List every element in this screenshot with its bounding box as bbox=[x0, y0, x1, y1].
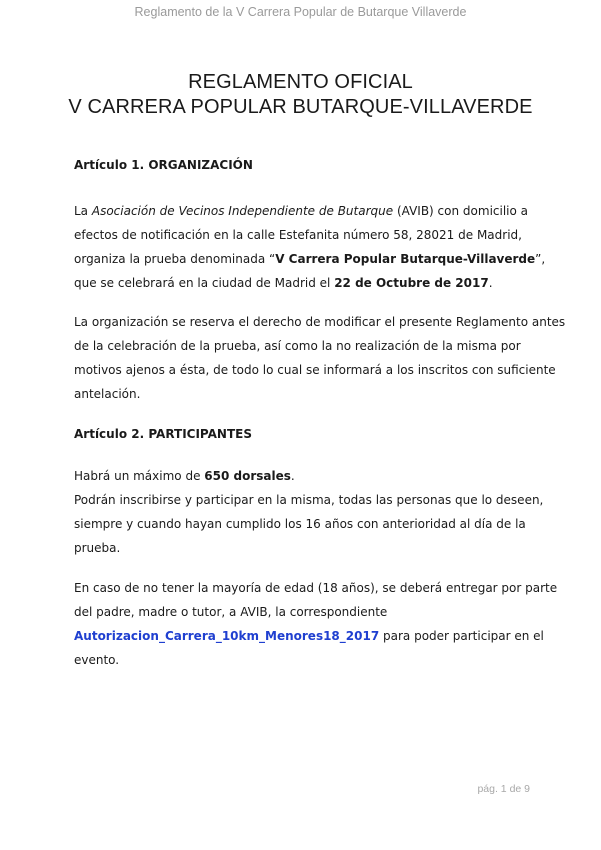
paragraph-line: de la celebración de la prueba, así como la no realización de la misma por bbox=[74, 339, 521, 353]
paragraph-line: efectos de notificación en la calle Estefanita número 58, 28021 de Madrid, bbox=[74, 228, 522, 242]
title-line-1: REGLAMENTO OFICIAL bbox=[188, 71, 413, 93]
paragraph-line bbox=[74, 271, 544, 295]
authorization-link[interactable]: Autorizacion_Carrera_10km_Menores18_2017 bbox=[74, 629, 380, 643]
article-1-paragraph-1 bbox=[74, 199, 544, 295]
text-span: La bbox=[74, 204, 92, 218]
text-span: para poder participar en el bbox=[379, 629, 544, 643]
page-number: pág. 1 de 9 bbox=[477, 783, 530, 795]
paragraph-line: del padre, madre o tutor, a AVIB, la correspondiente bbox=[74, 605, 388, 619]
paragraph-line bbox=[74, 624, 544, 648]
paragraph-line: evento. bbox=[74, 653, 120, 667]
article-1-heading: Artículo 1. ORGANIZACIÓN bbox=[74, 158, 253, 172]
paragraph-line: La organización se reserva el derecho de modificar el presente Reglamento antes bbox=[74, 315, 566, 329]
paragraph-line: En caso de no tener la mayoría de edad (18 años), se deberá entregar por parte bbox=[74, 581, 558, 595]
paragraph-line: antelación. bbox=[74, 387, 141, 401]
paragraph-line: prueba. bbox=[74, 541, 121, 555]
text-span: Habrá un máximo de bbox=[74, 469, 205, 483]
race-name: V Carrera Popular Butarque-Villaverde bbox=[275, 252, 536, 266]
running-header: Reglamento de la V Carrera Popular de Butarque Villaverde bbox=[134, 5, 467, 19]
paragraph-line bbox=[74, 199, 544, 223]
paragraph-line bbox=[74, 464, 544, 488]
association-name: Asociación de Vecinos Independiente de Butarque bbox=[91, 204, 394, 218]
text-span: . bbox=[488, 276, 493, 290]
paragraph-line: Podrán inscribirse y participar en la misma, todas las personas que lo deseen, bbox=[74, 493, 544, 507]
paragraph-line: siempre y cuando hayan cumplido los 16 años con anterioridad al día de la bbox=[74, 517, 526, 531]
text-span: ”, bbox=[535, 252, 546, 266]
text-span: (AVIB) con domicilio a bbox=[393, 204, 529, 218]
text-span: organiza la prueba denominada “ bbox=[74, 252, 276, 266]
article-2-heading: Artículo 2. PARTICIPANTES bbox=[74, 427, 252, 441]
text-span: que se celebrará en la ciudad de Madrid el bbox=[74, 276, 335, 290]
text-span: . bbox=[290, 469, 295, 483]
paragraph-line: motivos ajenos a ésta, de todo lo cual se informará a los inscritos con suficiente bbox=[74, 363, 556, 377]
article-1-paragraph-2 bbox=[74, 310, 566, 406]
article-2-paragraph-1 bbox=[74, 464, 544, 560]
race-date: 22 de Octubre de 2017 bbox=[334, 276, 489, 290]
paragraph-line bbox=[74, 247, 544, 271]
document-title bbox=[0, 70, 601, 120]
article-2-paragraph-2 bbox=[74, 576, 558, 672]
title-line-2: V CARRERA POPULAR BUTARQUE-VILLAVERDE bbox=[68, 96, 533, 118]
max-bibs: 650 dorsales bbox=[204, 469, 291, 483]
